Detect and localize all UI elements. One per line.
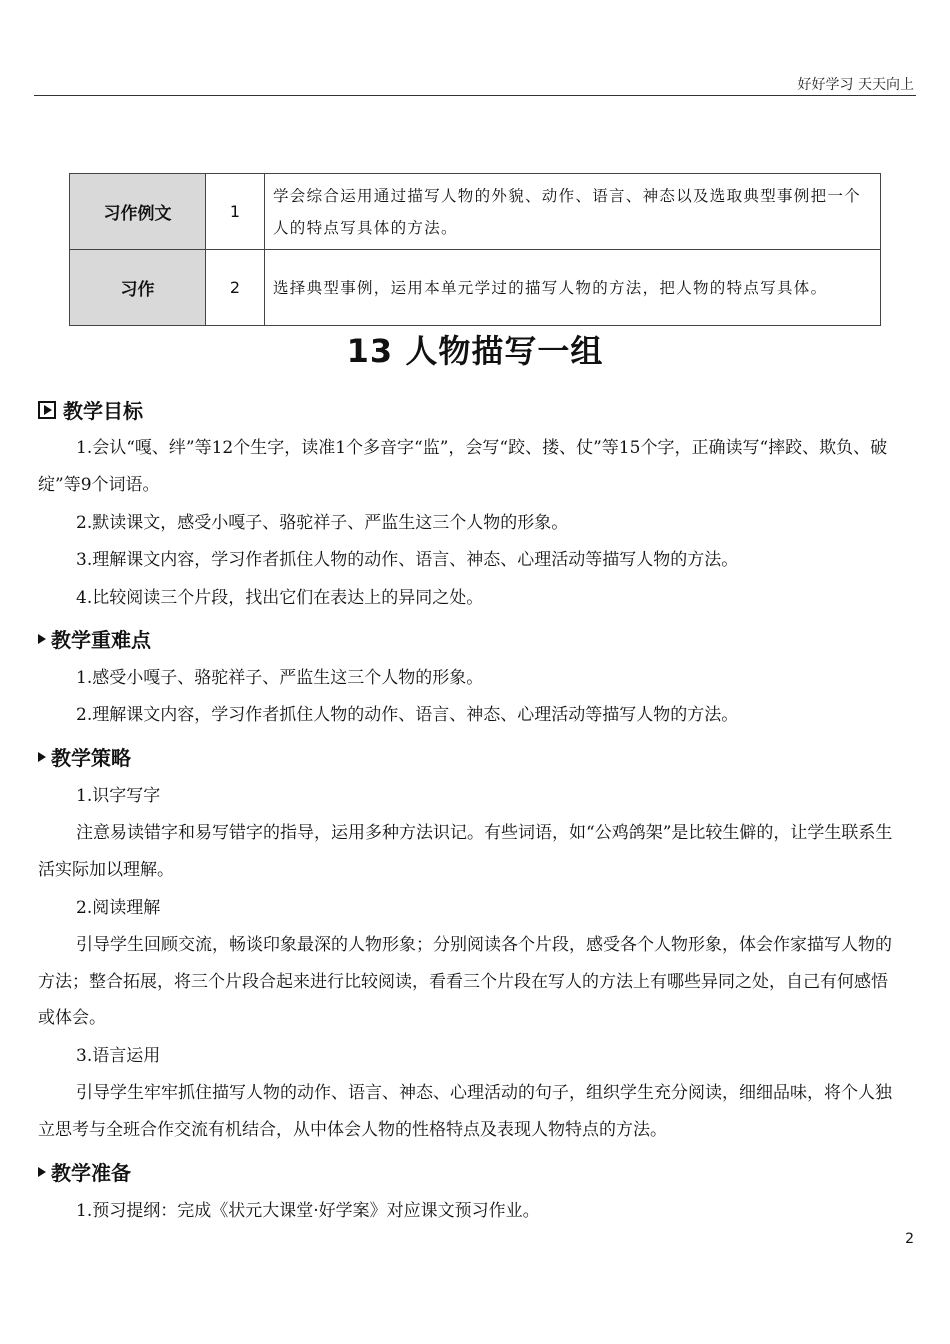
row-name: 习作 [70, 250, 206, 326]
row-hours: 1 [206, 174, 265, 250]
strategy-subheading: 3.语言运用 [76, 1046, 161, 1066]
triangle-bullet-icon [38, 634, 46, 644]
page-number: 2 [905, 1231, 914, 1247]
section-heading-text: 教学目标 [63, 399, 143, 423]
section-heading-preparation [38, 1157, 131, 1186]
table-row [70, 174, 881, 250]
section-heading-text: 教学策略 [51, 746, 131, 770]
row-goal: 选择典型事例，运用本单元学过的描写人物的方法，把人物的特点写具体。 [265, 250, 881, 326]
objective-item: 2.默读课文，感受小嘎子、骆驼祥子、严监生这三个人物的形象。 [76, 513, 569, 533]
key-point-item: 1.感受小嘎子、骆驼祥子、严监生这三个人物的形象。 [76, 668, 484, 688]
triangle-bullet-icon [38, 1167, 46, 1177]
section-heading-key-points [38, 624, 151, 653]
strategy-paragraph: 引导学生牢牢抓住描写人物的动作、语言、神态、心理活动的句子，组织学生充分阅读，细细品味，将个人独立思考与全班合作交流有机结合，从中体会人物的性格特点及表现人物特点的方法。 [38, 1083, 892, 1140]
strategy-paragraph: 引导学生回顾交流，畅谈印象最深的人物形象；分别阅读各个片段，感受各个人物形象，体会作家描写人物的方法；整合拓展，将三个片段合起来进行比较阅读，看看三个片段在写人的方法上有哪些异同之处，自己有何感悟或体会。 [38, 935, 892, 1028]
section-heading-objectives [38, 395, 143, 424]
lesson-plan-table [69, 173, 881, 326]
header-motto: 好好学习 天天向上 [797, 77, 914, 93]
header-divider [34, 95, 916, 96]
section-heading-text: 教学准备 [51, 1161, 131, 1185]
key-point-item: 2.理解课文内容，学习作者抓住人物的动作、语言、神态、心理活动等描写人物的方法。 [76, 705, 739, 725]
row-name: 习作例文 [70, 174, 206, 250]
section-heading-text: 教学重难点 [51, 628, 151, 652]
strategy-subheading: 2.阅读理解 [76, 898, 161, 918]
row-goal: 学会综合运用通过描写人物的外貌、动作、语言、神态以及选取典型事例把一个人的特点写具体的方法。 [265, 174, 881, 250]
lesson-title: 13 人物描写一组 [346, 332, 604, 370]
objective-item: 1.会认“嘎、绊”等12个生字，读准1个多音字“监”，会写“跤、搂、仗”等15个字，正确读写“摔跤、欺负、破绽”等9个词语。 [38, 438, 888, 495]
strategy-subheading: 1.识字写字 [76, 786, 161, 806]
preparation-item: 1.预习提纲：完成《状元大课堂·好学案》对应课文预习作业。 [76, 1201, 540, 1221]
objective-item: 4.比较阅读三个片段，找出它们在表达上的异同之处。 [76, 588, 484, 608]
strategy-paragraph: 注意易读错字和易写错字的指导，运用多种方法识记。有些词语，如“公鸡鸽架”是比较生僻的，让学生联系生活实际加以理解。 [38, 823, 893, 880]
triangle-bullet-icon [38, 752, 46, 762]
objective-item: 3.理解课文内容，学习作者抓住人物的动作、语言、神态、心理活动等描写人物的方法。 [76, 550, 739, 570]
table-row [70, 250, 881, 326]
section-heading-strategy [38, 742, 131, 771]
play-box-icon [38, 401, 56, 419]
row-hours: 2 [206, 250, 265, 326]
